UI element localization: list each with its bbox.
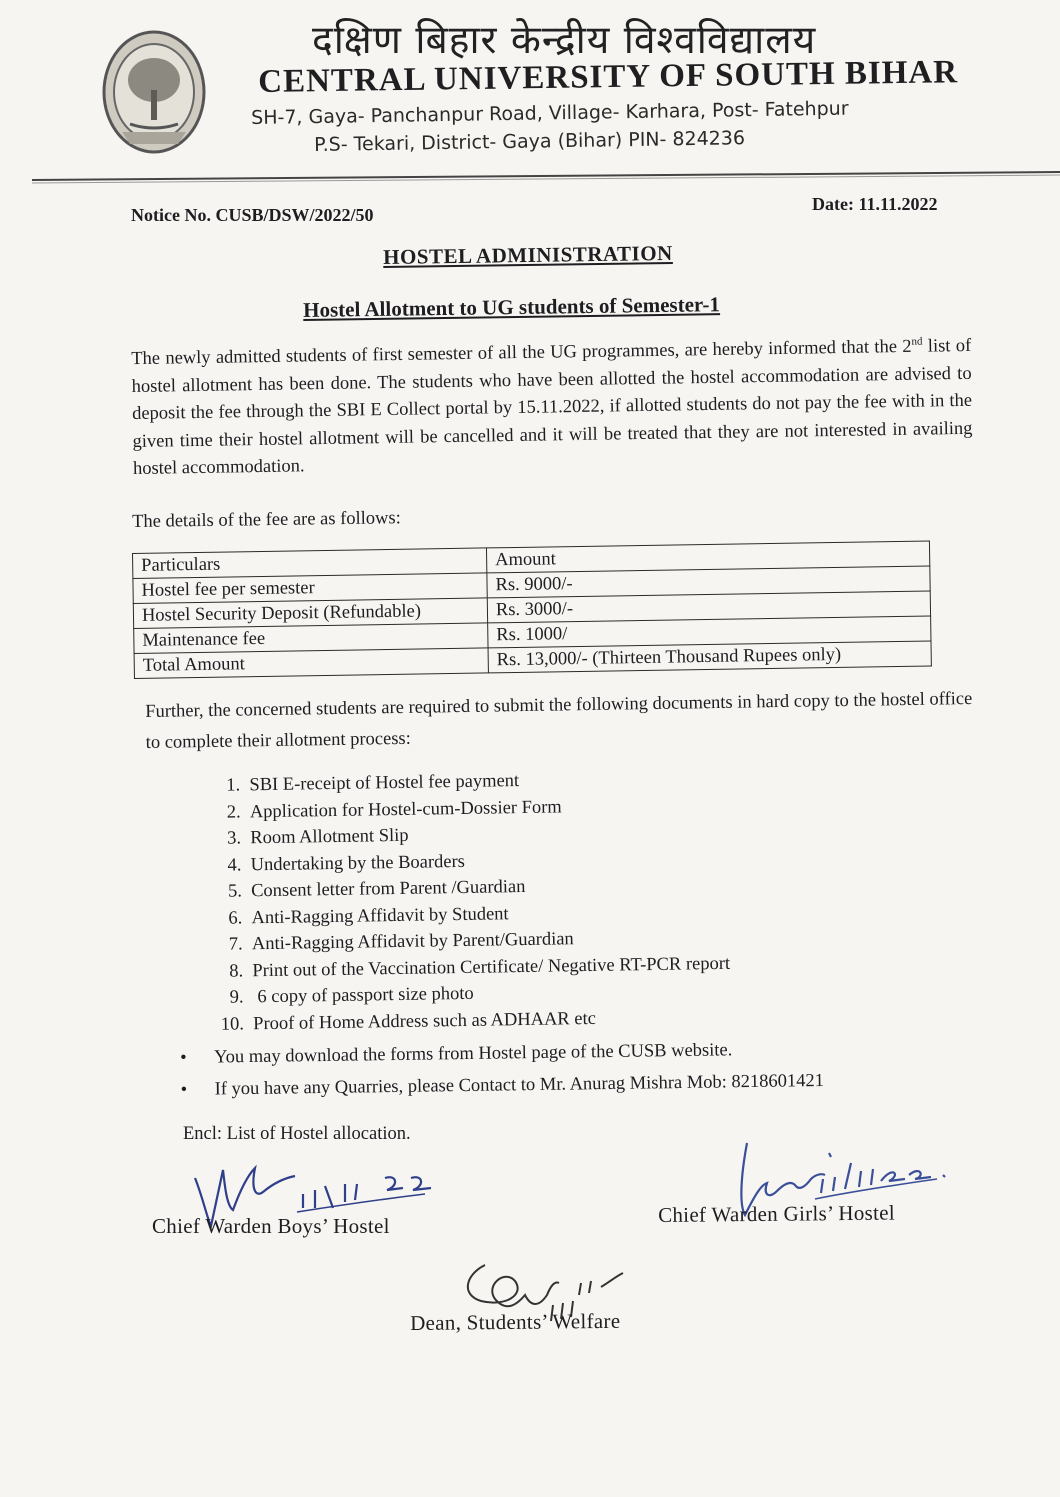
notes-list — [180, 1033, 824, 1106]
notice-body: The newly admitted students of first semester of all the UG programmes, are hereby informed that the 2nd list of hostel allotment has been done. The students who have been allotted the hostel accommodation are advised to deposit the fee through the SBI E Collect portal by 15.11.2022, if allotted students do not pay the fee with in the given time their hostel allotment will be cancelled and it will be treated that they are not interested in availing hostel accommodation. — [131, 335, 973, 480]
notice-number: Notice No. CUSB/DSW/2022/50 — [131, 205, 374, 225]
address-line-1: SH-7, Gaya- Panchanpur Road, Village- Karhara, Post- Fatehpur — [251, 97, 849, 129]
table-cell: Hostel fee per semester — [133, 573, 487, 604]
notice-date: Date: 11.11.2022 — [812, 194, 938, 214]
list-item: 10. Proof of Home Address such as ADHAAR etc — [220, 1008, 597, 1035]
table-header-cell: Amount — [486, 541, 929, 573]
list-item: 5. Consent letter from Parent /Guardian — [227, 876, 526, 902]
list-item: 7. Anti-Ragging Affidavit by Parent/Guardian — [228, 929, 574, 955]
university-name-hindi: दक्षिण बिहार केन्द्रीय विश्वविद्यालय — [312, 18, 817, 63]
list-item: 1. SBI E-receipt of Hostel fee payment — [226, 771, 520, 796]
dean-title: Dean, Students’ Welfare — [410, 1308, 621, 1335]
fee-table — [132, 540, 932, 679]
list-item: 4. Undertaking by the Boarders — [227, 851, 466, 876]
list-item: • If you have any Quarries, please Contact to Mr. Anurag Mishra Mob: 8218601421 — [180, 1065, 824, 1106]
bullet-icon: • — [180, 1047, 187, 1068]
list-item: 6. Anti-Ragging Affidavit by Student — [228, 903, 509, 929]
notice-title: HOSTEL ADMINISTRATION — [383, 240, 673, 269]
table-cell: Maintenance fee — [134, 623, 488, 654]
table-cell: Rs. 3000/- — [487, 591, 930, 623]
fee-intro: The details of the fee are as follows: — [132, 508, 401, 532]
list-item: 2. Application for Hostel-cum-Dossier Form — [226, 796, 562, 823]
documents-intro: Further, the concerned students are required to submit the following documents in hard copy to the hostel office to complete their allotment process: — [145, 689, 973, 753]
table-cell: Rs. 9000/- — [487, 566, 930, 598]
list-item: 3. Room Allotment Slip — [227, 825, 409, 849]
header-divider — [32, 166, 1060, 186]
table-cell: Hostel Security Deposit (Refundable) — [133, 598, 487, 629]
boys-warden-title: Chief Warden Boys’ Hostel — [152, 1214, 390, 1238]
university-logo — [100, 28, 208, 156]
documents-list — [206, 765, 731, 1038]
university-name: CENTRAL UNIVERSITY OF SOUTH BIHAR — [258, 54, 959, 100]
list-item: 8. Print out of the Vaccination Certificate/ Negative RT-PCR report — [229, 953, 731, 982]
enclosure-note: Encl: List of Hostel allocation. — [183, 1124, 411, 1144]
list-item: • You may download the forms from Hostel page of the CUSB website. — [180, 1033, 824, 1074]
list-item: 9. 6 copy of passport size photo — [229, 983, 474, 1008]
table-cell: Total Amount — [134, 648, 488, 679]
table-cell: Rs. 13,000/- (Thirteen Thousand Rupees only) — [488, 641, 931, 673]
address-line-2: P.S- Tekari, District- Gaya (Bihar) PIN- 824236 — [314, 127, 746, 156]
table-cell: Rs. 1000/ — [488, 616, 931, 648]
notice-subtitle: Hostel Allotment to UG students of Semester-1 — [303, 292, 721, 322]
girls-warden-title: Chief Warden Girls’ Hostel — [658, 1200, 896, 1227]
bullet-icon: • — [180, 1079, 188, 1100]
table-header-cell: Particulars — [133, 548, 487, 579]
